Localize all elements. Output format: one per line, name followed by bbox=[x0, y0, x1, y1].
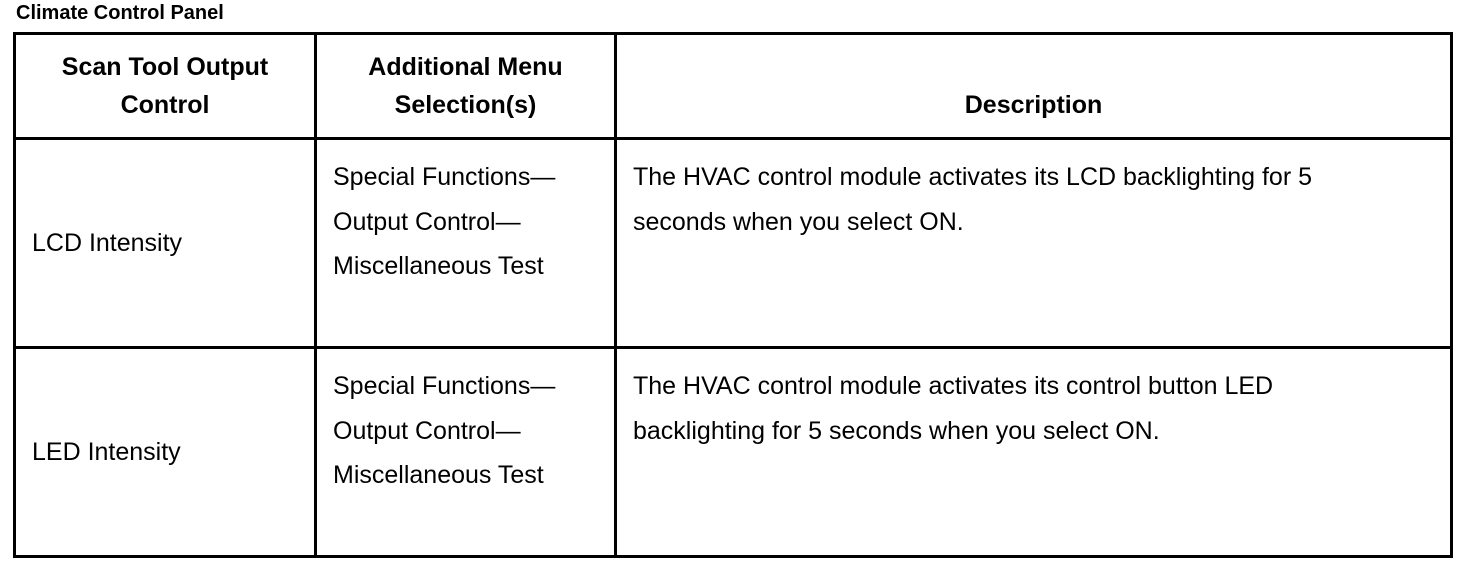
cell-description: The HVAC control module activates its LCD backlighting for 5 seconds when you select ON. bbox=[616, 139, 1452, 348]
menu-selection-text: Special Functions—Output Control—Miscellaneous Test bbox=[333, 163, 556, 280]
header-scan-tool-output-control: Scan Tool Output Control bbox=[15, 34, 316, 139]
table-row bbox=[15, 348, 1452, 557]
table-row bbox=[15, 139, 1452, 348]
header-description: Description bbox=[616, 34, 1452, 139]
header-additional-menu-selections: Additional Menu Selection(s) bbox=[316, 34, 616, 139]
cell-menu-selection bbox=[316, 139, 616, 348]
cell-menu-selection bbox=[316, 348, 616, 557]
output-control-table bbox=[13, 32, 1453, 558]
cell-description: The HVAC control module activates its control button LED backlighting for 5 seconds when you select ON. bbox=[616, 348, 1452, 557]
document-title: Climate Control Panel bbox=[16, 2, 224, 24]
cell-output-control: LED Intensity bbox=[15, 348, 316, 557]
cell-output-control: LCD Intensity bbox=[15, 139, 316, 348]
table-header-row bbox=[15, 34, 1452, 139]
menu-selection-text: Special Functions—Output Control—Miscellaneous Test bbox=[333, 372, 556, 489]
